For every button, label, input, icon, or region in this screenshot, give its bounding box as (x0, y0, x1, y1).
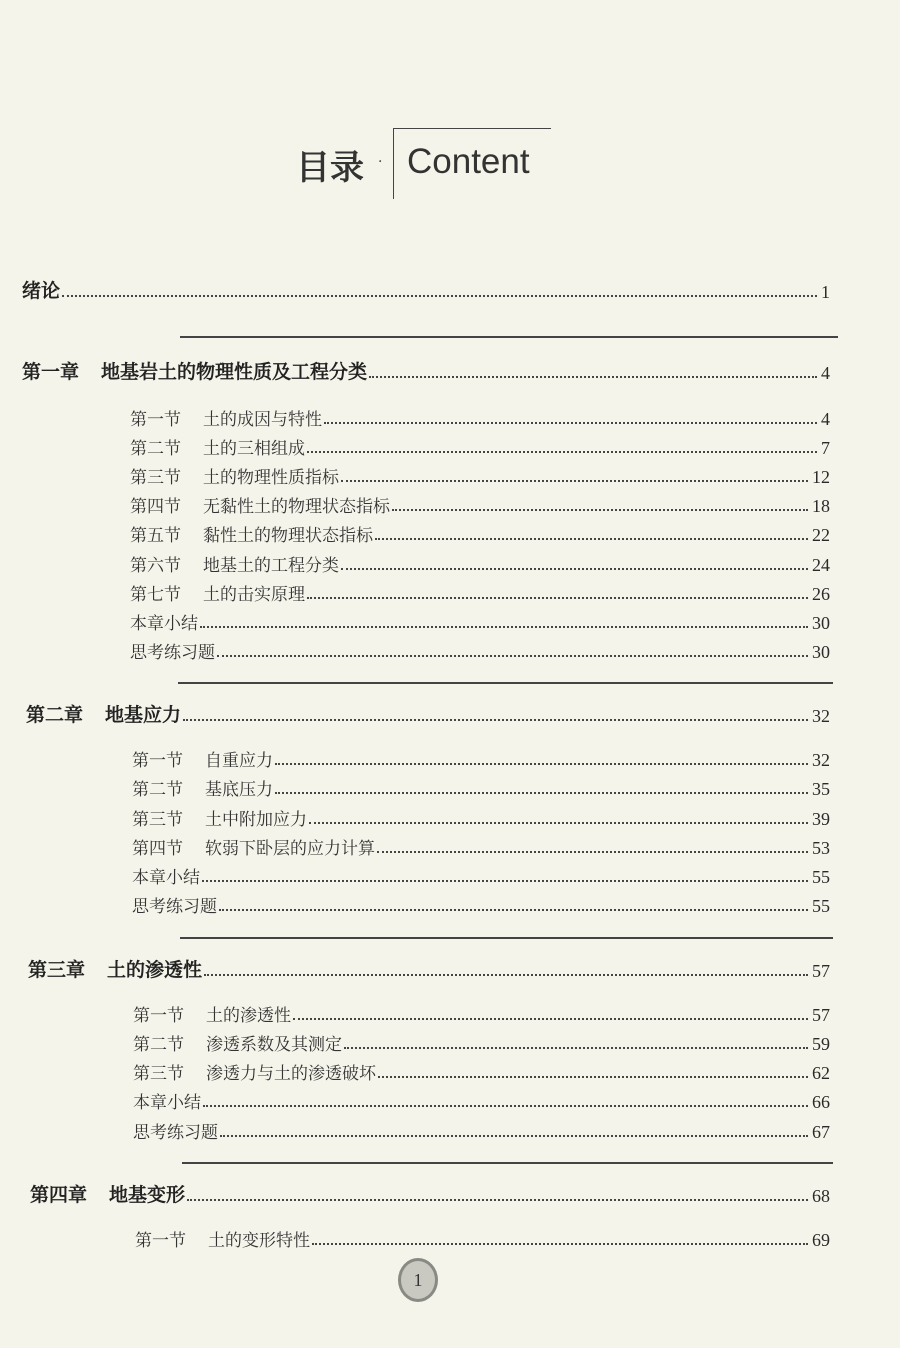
entry-number: 第一章 (22, 361, 80, 383)
dot-leader (202, 880, 808, 882)
toc-section-entry[interactable] (132, 891, 830, 917)
entry-label (132, 892, 217, 917)
entry-page: 4 (821, 363, 830, 383)
entry-page: 57 (812, 961, 830, 981)
entry-label (132, 863, 200, 888)
toc-chapter-entry[interactable] (26, 701, 830, 727)
entry-label (26, 700, 181, 727)
title-en: Content (407, 142, 530, 181)
entry-title: 地基应力 (105, 704, 182, 726)
entry-number: 第四节 (132, 839, 183, 859)
entry-label (133, 1030, 342, 1055)
dot-leader (378, 1076, 808, 1078)
entry-title: 土中附加应力 (205, 810, 307, 830)
dot-leader (341, 480, 808, 482)
chapter-divider (182, 1162, 833, 1164)
entry-page: 1 (821, 282, 830, 302)
title-cn: 目录 (296, 148, 364, 188)
entry-page: 26 (812, 584, 830, 604)
toc-section-entry[interactable] (133, 1087, 830, 1113)
entry-number: 第一节 (130, 410, 181, 430)
entry-page: 57 (812, 1005, 830, 1025)
entry-number: 第二章 (26, 704, 84, 726)
entry-page: 4 (821, 409, 830, 429)
entry-page: 59 (812, 1034, 830, 1054)
entry-page: 55 (812, 896, 830, 916)
entry-title: 自重应力 (205, 751, 273, 771)
entry-page: 30 (812, 642, 830, 662)
entry-page: 24 (812, 555, 830, 575)
entry-page: 35 (812, 779, 830, 799)
dot-leader (203, 1105, 808, 1107)
entry-title: 本章小结 (130, 614, 198, 634)
toc-chapter-entry[interactable] (28, 956, 830, 982)
entry-page: 62 (812, 1063, 830, 1083)
entry-title: 基底压力 (205, 780, 273, 800)
toc-section-entry[interactable] (130, 520, 830, 546)
toc-section-entry[interactable] (130, 404, 830, 430)
entry-title: 绪论 (22, 280, 61, 302)
entry-title: 地基变形 (109, 1184, 186, 1206)
entry-label (132, 805, 307, 830)
entry-title: 思考练习题 (132, 897, 217, 917)
dot-leader (309, 822, 808, 824)
title-separator-dot: · (378, 154, 383, 170)
dot-leader (392, 509, 808, 511)
entry-label (133, 1118, 218, 1143)
dot-leader (62, 295, 817, 297)
entry-page: 67 (812, 1122, 830, 1142)
toc-section-entry[interactable] (132, 804, 830, 830)
toc-section-entry[interactable] (130, 637, 830, 663)
chapter-divider (180, 336, 838, 338)
dot-leader (312, 1243, 808, 1245)
entry-page: 53 (812, 838, 830, 858)
entry-number: 第一节 (132, 751, 183, 771)
entry-label (22, 276, 60, 303)
dot-leader (217, 655, 808, 657)
toc-section-entry[interactable] (130, 579, 830, 605)
entry-title: 地基岩土的物理性质及工程分类 (101, 361, 368, 383)
entry-title: 土的成因与特性 (203, 410, 322, 430)
entry-title: 黏性土的物理状态指标 (203, 526, 373, 546)
entry-number: 第二节 (133, 1035, 184, 1055)
dot-leader (200, 626, 808, 628)
entry-number: 第七节 (130, 585, 181, 605)
entry-number: 第四章 (30, 1184, 88, 1206)
entry-title: 土的三相组成 (203, 439, 305, 459)
dot-leader (344, 1047, 808, 1049)
entry-page: 22 (812, 525, 830, 545)
entry-label (130, 492, 390, 517)
entry-page: 30 (812, 613, 830, 633)
entry-number: 第五节 (130, 526, 181, 546)
toc-section-entry[interactable] (130, 608, 830, 634)
entry-label (130, 434, 305, 459)
entry-title: 渗透系数及其测定 (206, 1035, 342, 1055)
entry-title: 土的物理性质指标 (203, 468, 339, 488)
entry-label (135, 1226, 310, 1251)
entry-label (130, 405, 322, 430)
toc-chapter-entry[interactable] (30, 1181, 830, 1207)
entry-page: 7 (821, 438, 830, 458)
entry-number: 第三章 (28, 959, 86, 981)
dot-leader (275, 763, 808, 765)
entry-title: 土的渗透性 (206, 1006, 291, 1026)
dot-leader (204, 974, 808, 976)
entry-label (133, 1088, 201, 1113)
dot-leader (341, 568, 808, 570)
dot-leader (377, 851, 808, 853)
toc-section-entry[interactable] (130, 550, 830, 576)
dot-leader (369, 376, 817, 378)
toc-section-entry[interactable] (133, 1029, 830, 1055)
toc-section-entry[interactable] (133, 1117, 830, 1143)
dot-leader (220, 1135, 808, 1137)
entry-label (130, 638, 215, 663)
dot-leader (183, 719, 808, 721)
entry-page: 68 (812, 1186, 830, 1206)
entry-label (132, 746, 273, 771)
entry-number: 第一节 (135, 1231, 186, 1251)
chapter-divider (180, 937, 833, 939)
toc-section-entry[interactable] (135, 1225, 830, 1251)
entry-page: 12 (812, 467, 830, 487)
entry-number: 第二节 (130, 439, 181, 459)
entry-page: 69 (812, 1230, 830, 1250)
dot-leader (324, 422, 817, 424)
entry-title: 土的渗透性 (107, 959, 203, 981)
entry-title: 思考练习题 (133, 1123, 218, 1143)
toc-chapter-entry[interactable] (22, 358, 830, 384)
entry-label (130, 580, 305, 605)
entry-title: 地基土的工程分类 (203, 556, 339, 576)
entry-number: 第四节 (130, 497, 181, 517)
entry-label (133, 1059, 376, 1084)
entry-number: 第三节 (132, 810, 183, 830)
toc-section-entry[interactable] (132, 833, 830, 859)
dot-leader (187, 1199, 808, 1201)
page-number: 1 (398, 1258, 438, 1302)
entry-title: 土的击实原理 (203, 585, 305, 605)
toc-section-entry[interactable] (130, 491, 830, 517)
entry-page: 18 (812, 496, 830, 516)
entry-number: 第六节 (130, 556, 181, 576)
dot-leader (293, 1018, 808, 1020)
dot-leader (275, 792, 808, 794)
entry-page: 39 (812, 809, 830, 829)
entry-page: 32 (812, 706, 830, 726)
dot-leader (375, 538, 808, 540)
entry-number: 第一节 (133, 1006, 184, 1026)
dot-leader (307, 451, 817, 453)
toc-section-entry[interactable] (132, 745, 830, 771)
entry-title: 软弱下卧层的应力计算 (205, 839, 375, 859)
chapter-divider (178, 682, 833, 684)
entry-label (130, 551, 339, 576)
entry-label (132, 775, 273, 800)
entry-label (28, 955, 202, 982)
toc-section-entry[interactable] (130, 433, 830, 459)
entry-label (132, 834, 375, 859)
entry-label (133, 1001, 291, 1026)
dot-leader (219, 909, 808, 911)
toc-section-entry[interactable] (132, 862, 830, 888)
entry-label (30, 1180, 185, 1207)
entry-number: 第三节 (133, 1064, 184, 1084)
entry-title: 渗透力与土的渗透破坏 (206, 1064, 376, 1084)
entry-title: 本章小结 (133, 1093, 201, 1113)
entry-label (130, 609, 198, 634)
entry-title: 本章小结 (132, 868, 200, 888)
entry-title: 思考练习题 (130, 643, 215, 663)
entry-label (22, 357, 367, 384)
toc-section-entry[interactable] (133, 1000, 830, 1026)
entry-title: 无黏性土的物理状态指标 (203, 497, 390, 517)
entry-number: 第二节 (132, 780, 183, 800)
dot-leader (307, 597, 808, 599)
toc-section-entry[interactable] (132, 774, 830, 800)
toc-section-entry[interactable] (133, 1058, 830, 1084)
entry-page: 55 (812, 867, 830, 887)
entry-title: 土的变形特性 (208, 1231, 310, 1251)
entry-page: 32 (812, 750, 830, 770)
entry-number: 第三节 (130, 468, 181, 488)
toc-section-entry[interactable] (130, 462, 830, 488)
entry-page: 66 (812, 1092, 830, 1112)
entry-label (130, 521, 373, 546)
toc-chapter-entry[interactable] (22, 277, 830, 303)
entry-label (130, 463, 339, 488)
